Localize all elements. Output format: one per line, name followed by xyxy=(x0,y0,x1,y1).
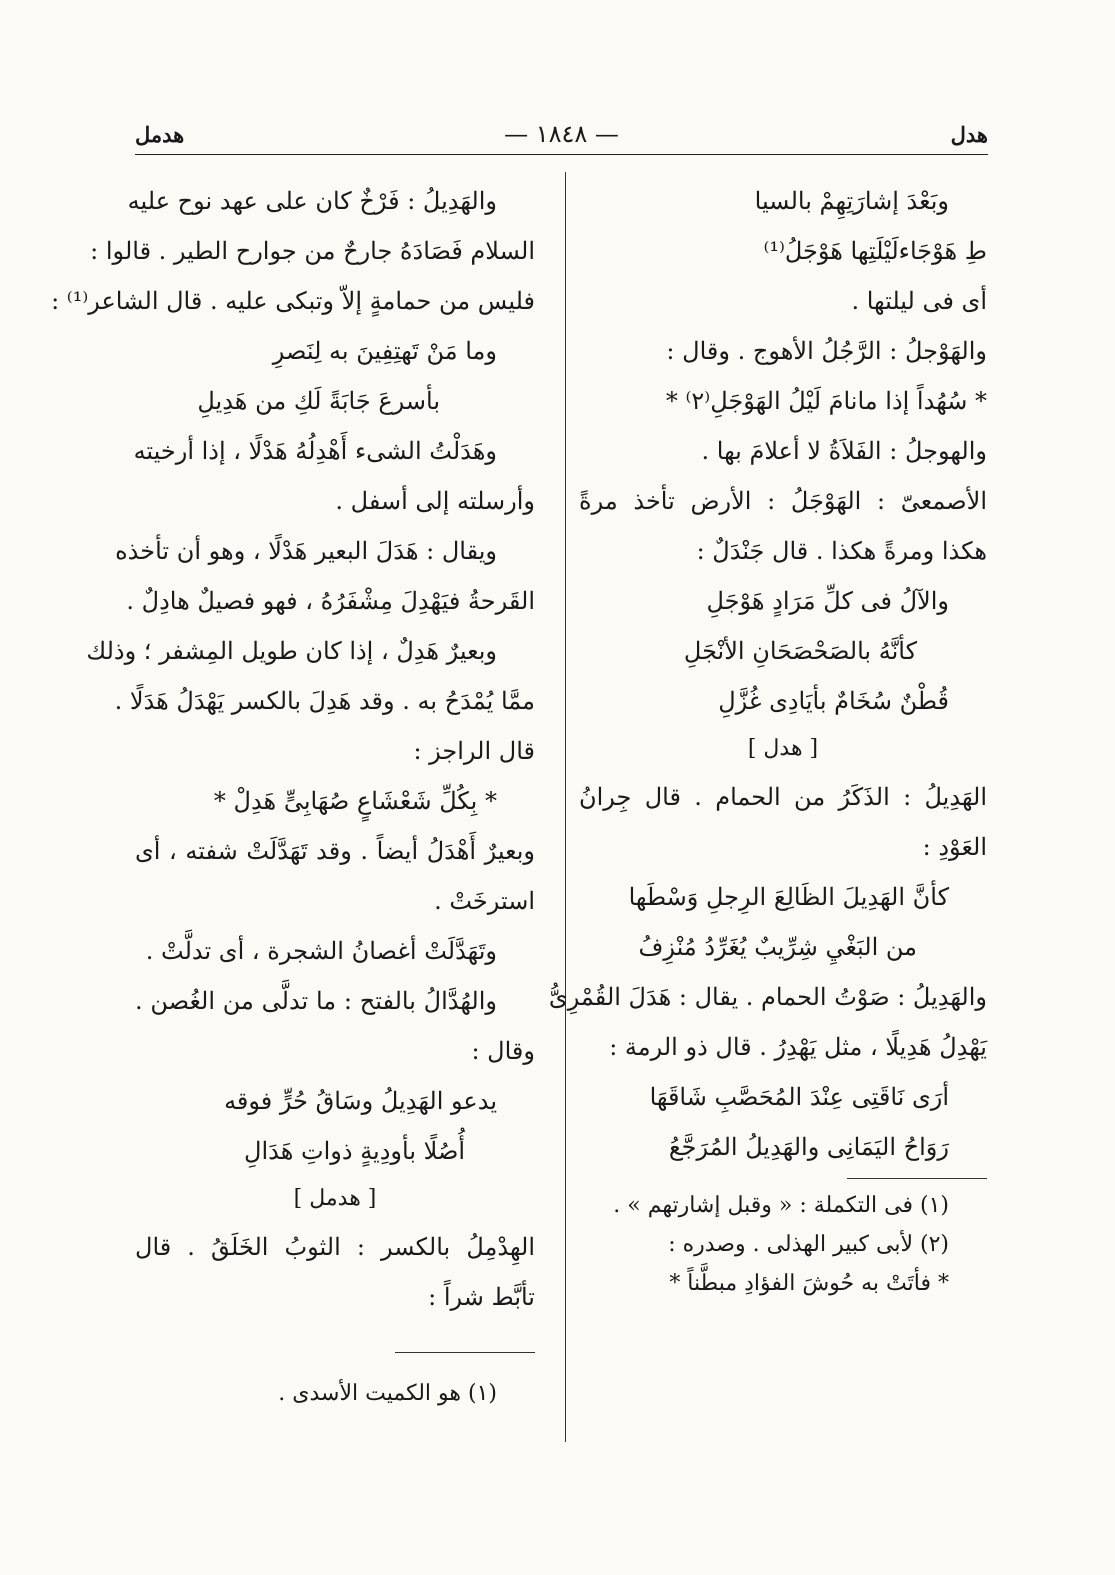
text-line: السلام فَصَادَهُ جارحٌ من جوارح الطير . قالوا : xyxy=(90,237,535,265)
text-line: وبَعْدَ إشارَتِهِمْ بالسيا xyxy=(754,187,949,215)
verse-line: كأنَّهُ بالصَحْصَحَانِ الأنْجَلِ xyxy=(683,637,917,665)
entry-heading: [ هدمل ] xyxy=(293,1186,377,1211)
column-divider xyxy=(565,172,566,1442)
text-line: أى فى ليلتها . xyxy=(851,287,987,315)
verse-line: * بِكُلِّ شَعْشَاعٍ صُهَابِىٍّ هَدِلْ * xyxy=(213,787,497,815)
verse-line: كأنَّ الهَدِيلَ الظَالِعَ الرِجلِ وَسْطَها xyxy=(628,883,949,911)
footnote: (٢) لأبى كبير الهذلى . وصدره : xyxy=(668,1232,949,1257)
text-line: * سُهُداً إذا مانامَ لَيْلُ الهَوْجَلِ⁽٢⁾ * xyxy=(665,387,987,415)
text-line: والهَوْجلُ : الرَّجُلُ الأهوج . وقال : xyxy=(666,337,987,365)
text-line: هكذا ومرةً هكذا . قال جَنْدَلٌ : xyxy=(696,537,987,565)
verse-line: قُطْنٌ سُخَامٌ بأيَادِى غُزَّلِ xyxy=(718,687,949,715)
text-line: وهَدَلْتُ الشىء أَهْدِلُهُ هَدْلًا ، إذا أرخيته xyxy=(133,437,497,465)
text-line: تأبَّط شراً : xyxy=(428,1283,535,1311)
verse-line: من البَغْيِ شِرِّيبٌ يُغَرِّدُ مُنْزِفُ xyxy=(638,933,917,961)
footnote-rule xyxy=(135,1346,535,1360)
footnote: (١) هو الكميت الأسدى . xyxy=(278,1381,497,1406)
verse-line: والآلُ فى كلِّ مَرَادٍ هَوْجَلِ xyxy=(706,587,949,615)
verse-line: يدعو الهَدِيلُ وسَاقُ حُرٍّ فوقه xyxy=(224,1087,497,1115)
verse-line: وما مَنْ تَهتِفِينَ به لِنَصرِ xyxy=(272,337,497,365)
page-header xyxy=(135,118,988,156)
text-line: القَرحةُ فيَهْدِلَ مِشْفَرُهُ ، فهو فصيلٌ هادِلٌ . xyxy=(126,587,535,615)
text-line: والهوجلُ : الفَلاَةُ لا أعلامَ بها . xyxy=(701,437,987,465)
text-line: الأصمعىّ : الهَوْجَلُ : الأرض تأخذ مرةً xyxy=(579,487,987,515)
entry-heading: [ هدل ] xyxy=(747,736,819,761)
header-right-word: هدل xyxy=(950,122,988,147)
text-line: العَوْدِ : xyxy=(922,833,987,861)
left-column xyxy=(51,176,535,1413)
text-line: طِ هَوْجَاءلَيْلَتِها هَوْجَلُ⁽¹⁾ xyxy=(763,237,987,265)
footnote: (١) فى التكملة : « وقبل إشارتهم » . xyxy=(613,1193,949,1218)
text-line: الهِدْمِلُ بالكسر : الثوبُ الخَلَقُ . قال xyxy=(135,1233,535,1261)
text-line: يَهْدِلُ هَدِيلًا ، مثل يَهْدِرُ . قال ذو الرمة : xyxy=(609,1033,987,1061)
text-line: وأرسلته إلى أسفل . xyxy=(335,487,535,515)
text-line: ممَّا يُمْدَحُ به . وقد هَدِلَ بالكسر يَهْدَلُ هَدَلًا . xyxy=(114,687,535,715)
verse-line: رَوَاحُ اليَمَانِى والهَدِيلُ المُرَجَّعُ xyxy=(668,1133,949,1161)
page-number: — ١٨٤٨ — xyxy=(504,120,619,148)
text-line: وتَهَدَّلَتْ أغصانُ الشجرة ، أى تدلَّتْ . xyxy=(145,937,497,965)
footnote-rule xyxy=(579,1172,987,1186)
verse-line: أرَى نَاقَتِى عِنْدَ المُحَصَّبِ شَاقَهَا xyxy=(649,1083,949,1111)
text-line: وقال : xyxy=(471,1037,535,1065)
text-line: وبعيرٌ هَدِلٌ ، إذا كان طويل المِشفر ؛ وذلك xyxy=(86,637,497,665)
verse-line: أُصُلًا بأودِيةٍ ذواتِ هَدَالِ xyxy=(244,1137,465,1165)
text-line: والهُدَّالُ بالفتح : ما تدلَّى من الغُصن . xyxy=(135,987,497,1015)
header-rule xyxy=(135,154,988,155)
footnote: * فأتَتْ به حُوشَ الفؤادِ مبطَّناً * xyxy=(669,1271,949,1296)
text-line: وبعيرٌ أَهْدَلُ أيضاً . وقد تَهَدَّلَتْ شفته ، أى xyxy=(135,837,535,865)
right-column xyxy=(548,176,987,1303)
text-line: فليس من حمامةٍ إلاّ وتبكى عليه . قال الشاعر⁽¹⁾ : xyxy=(51,287,535,315)
text-line: الهَدِيلُ : الذَكَرُ من الحمام . قال جِرانُ xyxy=(579,783,987,811)
verse-line: بأسرعَ جَابَةً لَكِ من هَدِيلِ xyxy=(197,387,440,415)
text-line: والهَدِيلُ : فَرْخٌ كان على عهد نوح عليه xyxy=(127,187,497,215)
header-left-word: هدمل xyxy=(135,122,185,147)
text-line: ويقال : هَدَلَ البعير هَدْلًا ، وهو أن تأخذه xyxy=(115,537,497,565)
text-line: قال الراجز : xyxy=(413,737,535,765)
text-line: والهَدِيلُ : صَوْتُ الحمام . يقال : هَدَلَ القُمْرِىُّ xyxy=(548,983,987,1011)
text-line: استرخَتْ . xyxy=(434,887,535,915)
